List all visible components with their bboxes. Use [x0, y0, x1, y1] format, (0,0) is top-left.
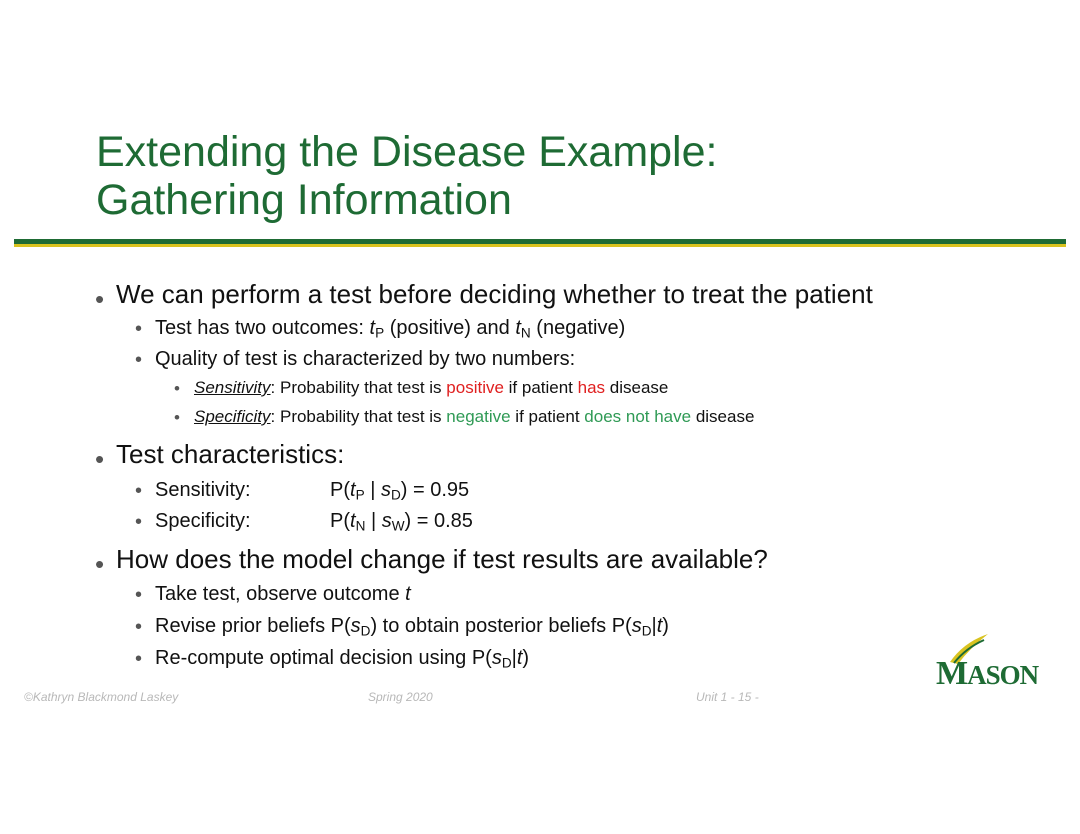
bullet-sensitivity-definition: Sensitivity: Probability that test is positive if patient has disease — [194, 378, 669, 397]
bullet-3-sub-2: Revise prior beliefs $P(s_D)$ to obtain posterior beliefs $P(s_D|t)$ — [155, 615, 669, 639]
bullet-marker: • — [135, 480, 143, 502]
footer-page-number: Unit 1 - 15 - — [696, 690, 759, 704]
bullet-specificity-definition: Specificity: Probability that test is negative if patient does not have disease — [194, 407, 755, 426]
specificity-formula: Specificity: $P(t_N$ | $s_W) = 0.85$ — [155, 510, 473, 534]
title-line-1: Extending the Disease Example: — [96, 128, 718, 176]
term-specificity: Specificity — [194, 407, 271, 426]
highlight-has: has — [577, 378, 606, 397]
bullet-marker: • — [135, 511, 143, 533]
bullet-marker: • — [95, 549, 105, 579]
mason-logo — [936, 632, 1048, 694]
highlight-positive: positive — [446, 378, 504, 397]
bullet-marker: • — [135, 584, 143, 606]
sensitivity-formula: Sensitivity: $P(t_P$ | $s_D) = 0.95$ — [155, 479, 470, 503]
bullet-marker: • — [135, 648, 143, 670]
bullet-marker: • — [95, 284, 105, 314]
bullet-marker: • — [95, 444, 105, 474]
footer-term: Spring 2020 — [368, 690, 433, 704]
term-sensitivity: Sensitivity — [194, 378, 271, 397]
logo-wordmark: MASON — [936, 655, 1039, 692]
bullet-marker: • — [174, 379, 180, 398]
footer-copyright: ©Kathryn Blackmond Laskey — [24, 690, 179, 704]
title-line-2: Gathering Information — [96, 176, 512, 224]
bullet-1-sub-1: Test has two outcomes: $t_P$ (positive) and $t_N$ (negative) — [155, 317, 626, 341]
highlight-negative: negative — [446, 407, 511, 426]
bullet-3-sub-1: Take test, observe outcome t — [155, 583, 411, 605]
bullet-3-sub-3: Re-compute optimal decision using $P(s_D|t)$ — [155, 647, 530, 671]
bullet-marker: • — [135, 349, 143, 371]
bullet-3-text: How does the model change if test results are available? — [116, 544, 768, 574]
bullet-2-text: Test characteristics: — [116, 439, 345, 469]
highlight-does-not-have: does not have — [584, 407, 692, 426]
bullet-marker: • — [135, 318, 143, 340]
bullet-1-text: We can perform a test before deciding whether to treat the patient — [116, 279, 873, 309]
bullet-1-sub-2: Quality of test is characterized by two numbers: — [155, 348, 576, 370]
bullet-marker: • — [174, 408, 180, 427]
bullet-marker: • — [135, 616, 143, 638]
